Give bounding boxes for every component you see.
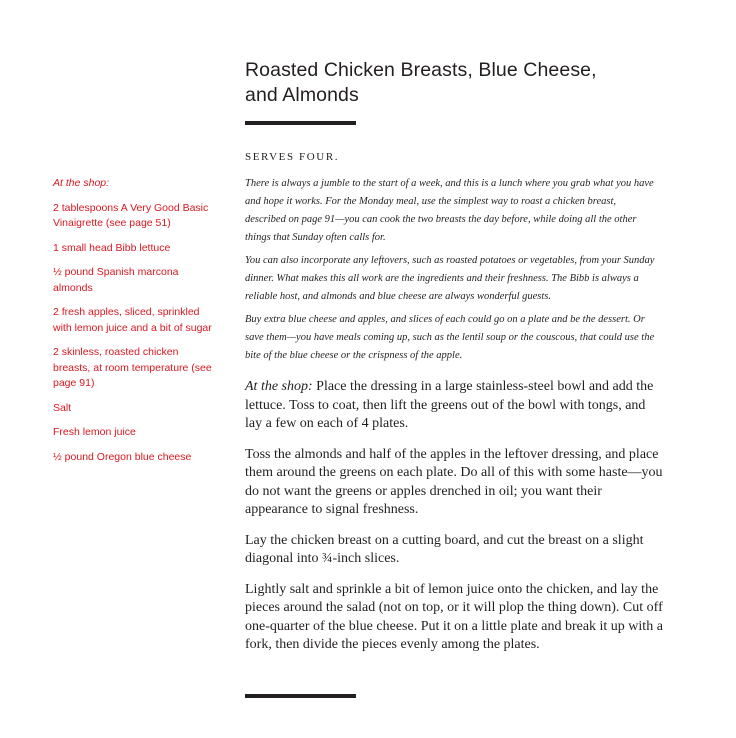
serves-label: SERVES FOUR. [245,151,340,163]
shopping-list-item: 2 tablespoons A Very Good Basic Vinaigrette (see page 51) [53,201,209,229]
shopping-list-item: ½ pound Oregon blue cheese [53,450,192,463]
shopping-list-item: 1 small head Bibb lettuce [53,241,171,254]
shopping-list-item: Salt [53,401,72,414]
recipe-method [245,378,665,667]
end-divider [245,694,356,698]
method-step-text: Place the dressing in a large stainless-steel bowl and add the lettuce. Toss to coat, then lift the greens out of the bowl with tongs, and lay a few on each of 4 plates. [245,379,654,431]
intro-paragraph: Buy extra blue cheese and apples, and slices of each could go on a plate and be the dessert. Or save them—you have meals coming up, such as the lentil soup or the couscous, that could use the bite of the blue cheese or the crispness of the apple. [245,314,655,361]
recipe-title-line-1: Roasted Chicken Breasts, Blue Cheese, [245,59,597,81]
method-step-1 [245,378,665,434]
recipe-title-line-2: and Almonds [245,84,359,106]
recipe-intro [245,175,655,370]
shopping-list-item: Fresh lemon juice [53,426,136,438]
method-step-2: Toss the almonds and half of the apples in the leftover dressing, and place them around the greens on each plate. Do all of this with some haste—you do not want the greens or apples drenched in oil; you want their appearance to signal freshness. [245,446,663,517]
shopping-list-item: ½ pound Spanish marcona almonds [53,266,179,294]
intro-paragraph: You can also incorporate any leftovers, such as roasted potatoes or vegetables, from your Sunday dinner. What makes this all work are the ingredients and their freshness. The Bibb is always a reliable host, and almonds and blue cheese are always wonderful guests. [245,255,655,302]
title-divider [245,121,356,125]
shopping-list [53,176,218,474]
method-step-lead: At the shop: [245,379,313,394]
shopping-list-item: 2 fresh apples, sliced, sprinkled with lemon juice and a bit of sugar [53,306,212,334]
recipe-title [245,58,685,108]
shopping-list-item: 2 skinless, roasted chicken breasts, at room temperature (see page 91) [53,346,212,389]
intro-paragraph: There is always a jumble to the start of a week, and this is a lunch where you grab what you have and hope it works. For the Monday meal, use the simplest way to roast a chicken breast, described on page 91—you can cook the two breasts the day before, while doing all the other things that Sunday often calls for. [245,178,654,243]
method-step-4: Lightly salt and sprinkle a bit of lemon juice onto the chicken, and lay the pieces around the salad (not on top, or it will plop the thing down). Cut off one-quarter of the blue cheese. Put it on a little plate and break it up with a fork, then divide the pieces evenly among the plates. [245,581,663,652]
shopping-list-heading: At the shop: [53,177,110,189]
method-step-3: Lay the chicken breast on a cutting board, and cut the breast on a slight diagonal into ¾-inch slices. [245,532,644,566]
